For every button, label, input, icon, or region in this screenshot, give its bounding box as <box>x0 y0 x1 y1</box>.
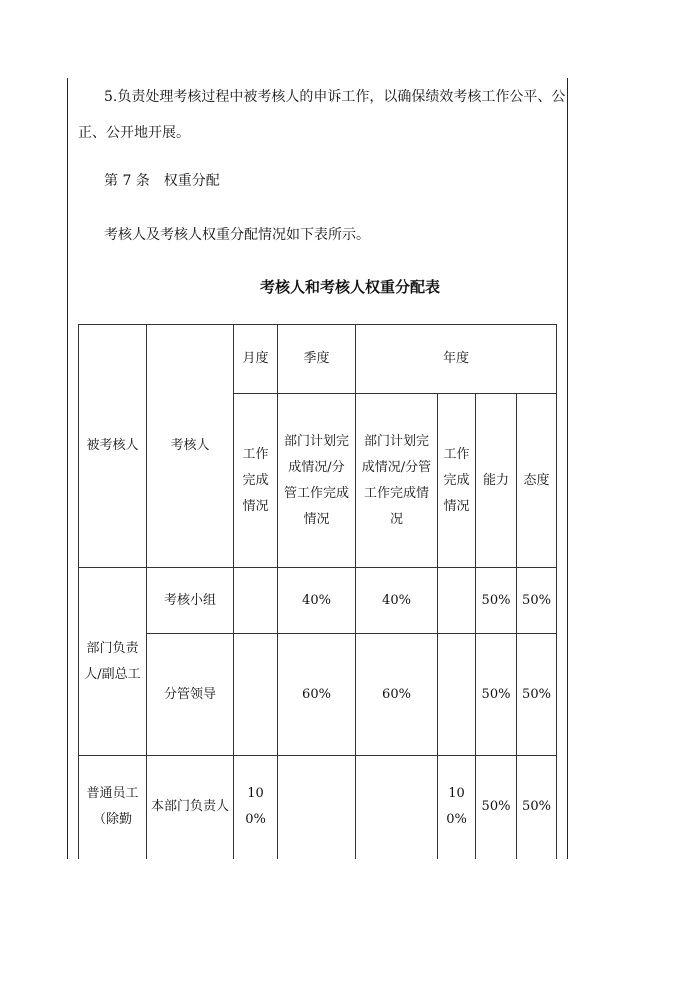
cell-ability: 50% <box>476 568 517 634</box>
sub-ability: 能力 <box>476 394 517 568</box>
cell-quarterly <box>278 756 356 859</box>
intro-text: 考核人及考核人权重分配情况如下表所示。 <box>104 227 370 243</box>
sub-attitude: 态度 <box>517 394 557 568</box>
row-assessor: 本部门负责人 <box>147 756 234 859</box>
cell-ability: 50% <box>476 756 517 859</box>
cell-ability: 50% <box>476 634 517 756</box>
group-assessed: 普通员工（除勤 <box>79 756 147 859</box>
cell-monthly: 100% <box>234 756 278 859</box>
cell-annual-work <box>438 568 476 634</box>
weight-table <box>78 324 557 859</box>
cell-annual-work: 100% <box>438 756 476 859</box>
header-quarterly: 季度 <box>278 325 356 394</box>
row-assessor: 考核小组 <box>147 568 234 634</box>
header-annual: 年度 <box>356 325 557 394</box>
cell-attitude: 50% <box>517 634 557 756</box>
cell-annual-plan: 60% <box>356 634 438 756</box>
sub-annual-work: 工作完成情况 <box>438 394 476 568</box>
item5-line1: 5.负责处理考核过程中被考核人的申诉工作，以确保绩效考核工作公平、公 <box>104 89 566 105</box>
group-assessed: 部门负责人/副总工 <box>79 568 147 756</box>
sub-monthly-work: 工作完成情况 <box>234 394 278 568</box>
sub-annual-plan: 部门计划完成情况/分管工作完成情况 <box>356 394 438 568</box>
row-assessor: 分管领导 <box>147 634 234 756</box>
item5-line2: 正、公开地开展。 <box>78 125 190 141</box>
cell-attitude: 50% <box>517 568 557 634</box>
sub-quarterly-plan: 部门计划完成情况/分管工作完成情况 <box>278 394 356 568</box>
cell-annual-work <box>438 634 476 756</box>
cell-attitude: 50% <box>517 756 557 859</box>
header-assessor: 考核人 <box>147 325 234 568</box>
table-title: 考核人和考核人权重分配表 <box>259 278 440 296</box>
header-monthly: 月度 <box>234 325 278 394</box>
cell-annual-plan <box>356 756 438 859</box>
cell-quarterly: 40% <box>278 568 356 634</box>
article-heading: 第 7 条 权重分配 <box>104 173 220 189</box>
cell-quarterly: 60% <box>278 634 356 756</box>
cell-monthly <box>234 634 278 756</box>
cell-annual-plan: 40% <box>356 568 438 634</box>
header-assessed: 被考核人 <box>79 325 147 568</box>
cell-monthly <box>234 568 278 634</box>
